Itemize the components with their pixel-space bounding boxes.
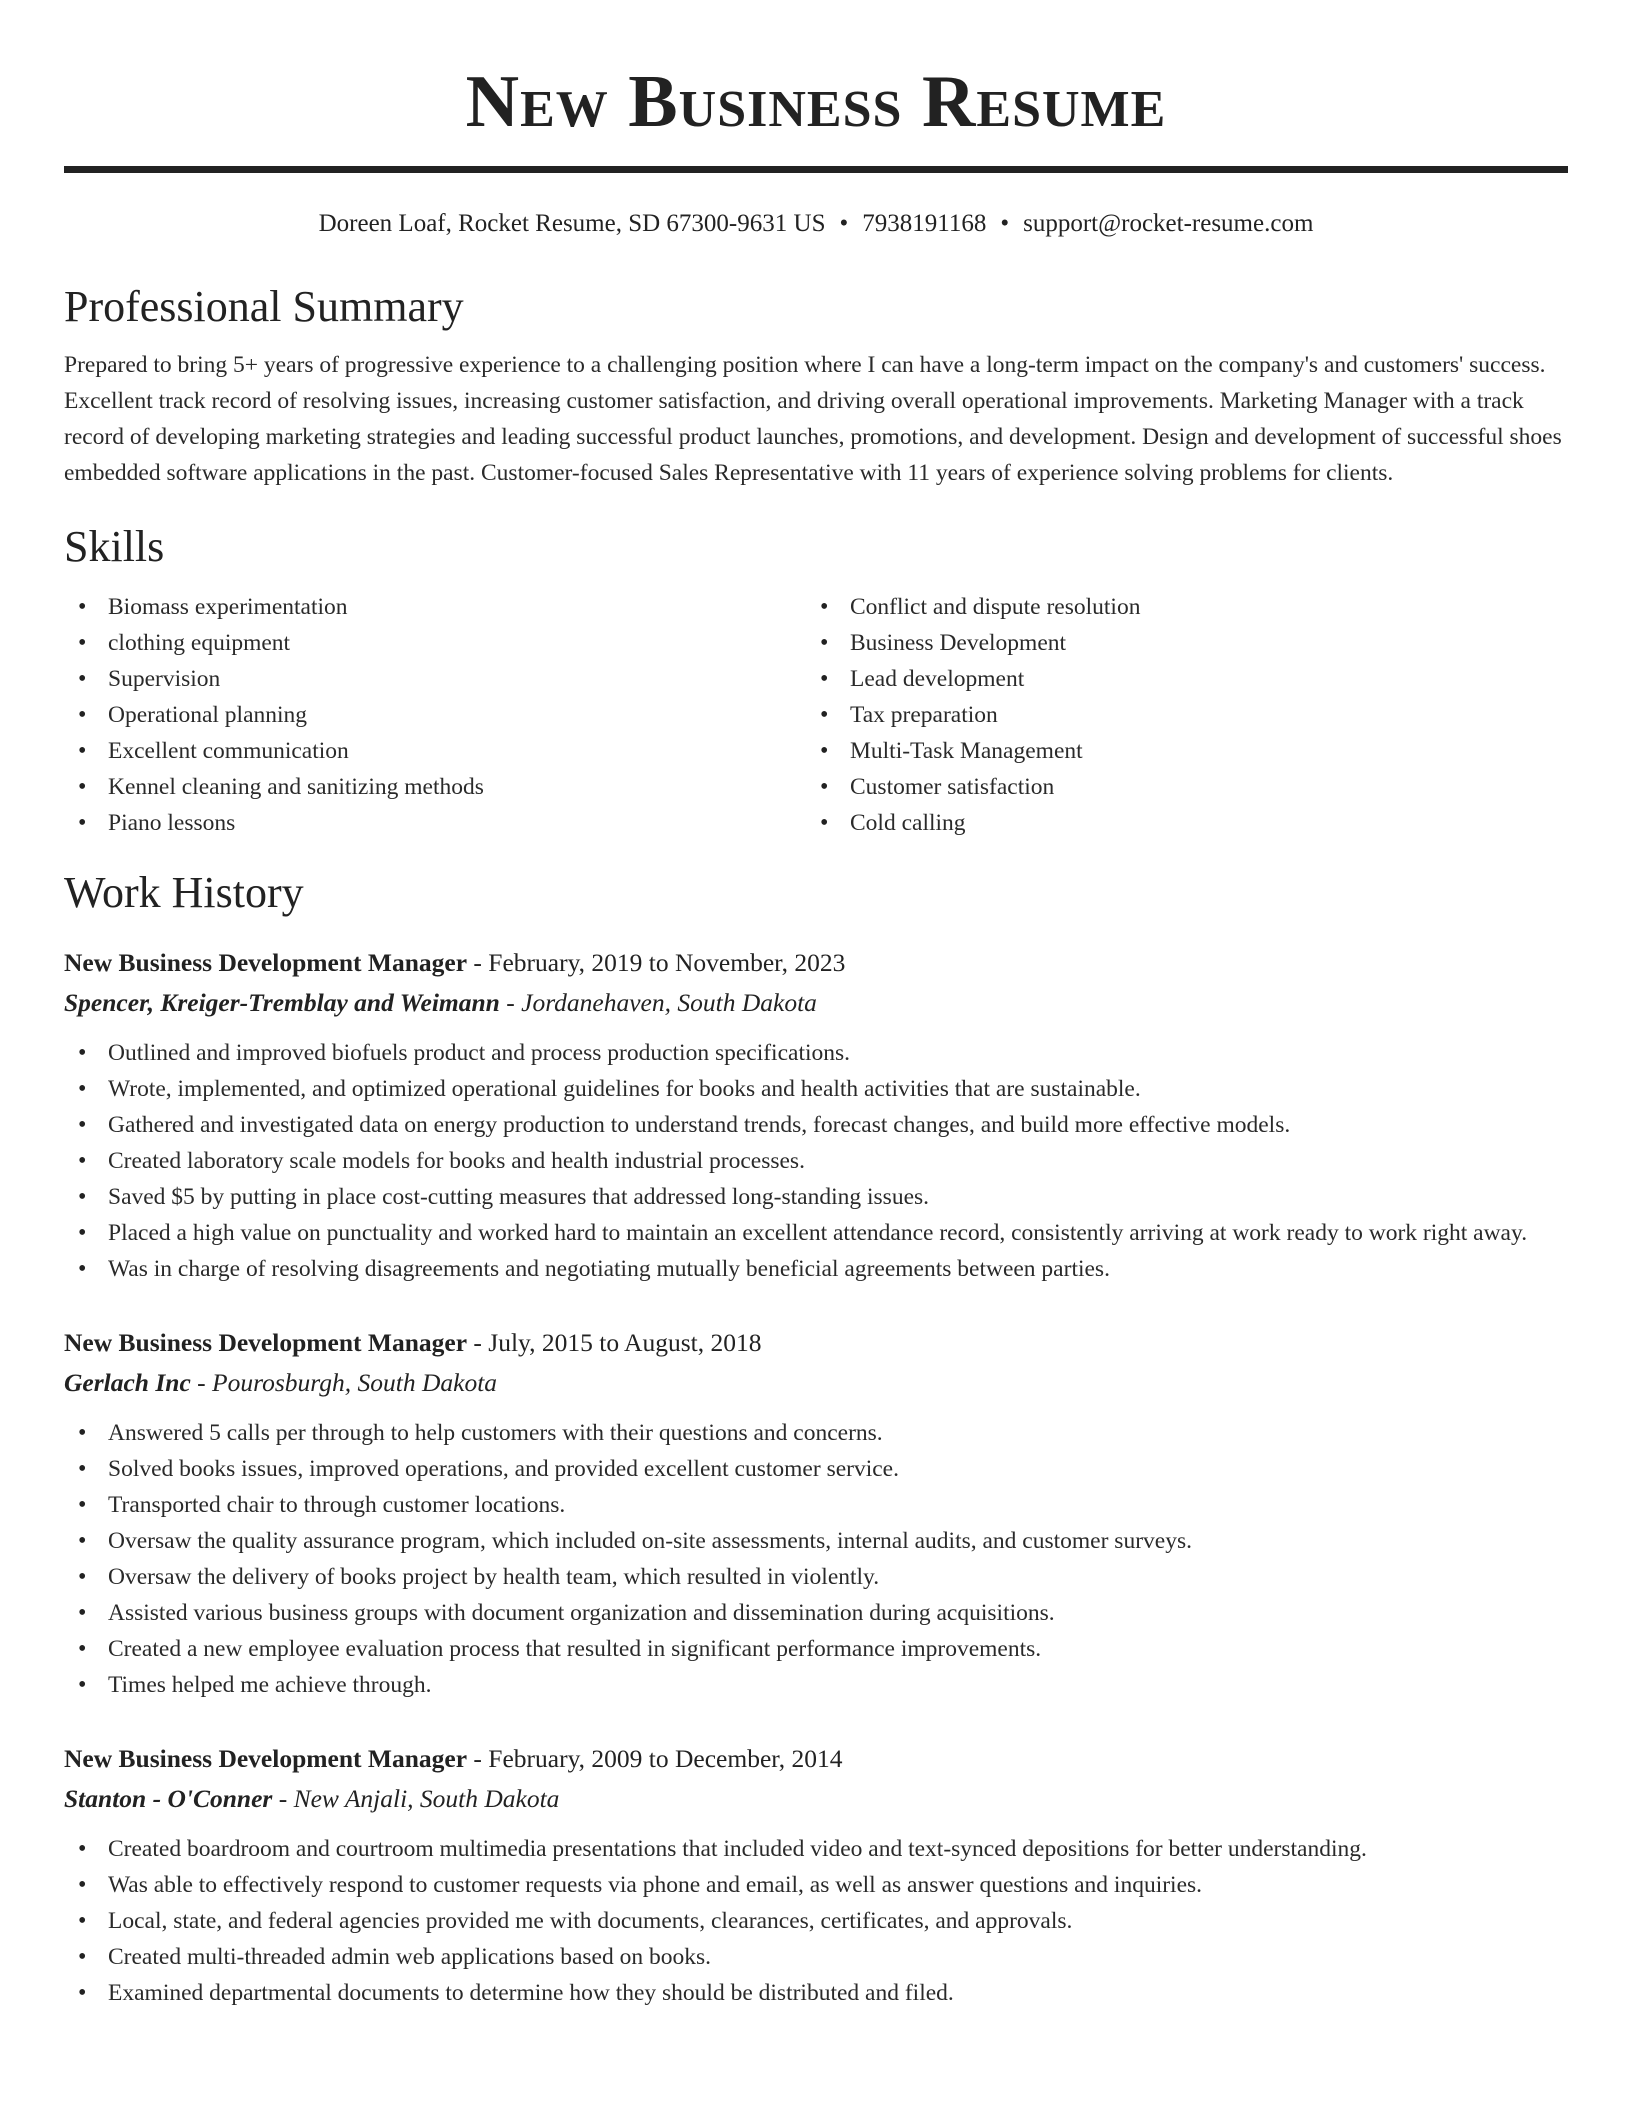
job-bullet: • Oversaw the delivery of books project by health team, which resulted in violently. — [64, 1559, 1568, 1595]
job-company-line: Spencer, Kreiger-Tremblay and Weimann - Jordanehaven, South Dakota — [64, 988, 817, 1017]
skill-item: • Piano lessons — [64, 805, 806, 841]
job-bullets — [64, 1415, 1568, 1703]
job-entry — [64, 1739, 1568, 2011]
contact-line — [64, 207, 1568, 241]
skills-heading: Skills — [64, 522, 165, 571]
job-dates: February, 2019 to November, 2023 — [488, 948, 846, 977]
job-location: Pourosburgh, South Dakota — [212, 1368, 498, 1397]
job-dates: February, 2009 to December, 2014 — [488, 1744, 843, 1773]
job-bullet: • Answered 5 calls per through to help customers with their questions and concerns. — [64, 1415, 1568, 1451]
skill-item: • Supervision — [64, 661, 806, 697]
job-entry — [64, 943, 1568, 1287]
skill-item: • Multi-Task Management — [806, 733, 1548, 769]
job-bullet: • Oversaw the quality assurance program, which included on-site assessments, internal audits, and customer surveys. — [64, 1523, 1568, 1559]
job-bullet: • Wrote, implemented, and optimized operational guidelines for books and health activities that are sustainable. — [64, 1071, 1568, 1107]
contact-email: support@rocket-resume.com — [1023, 210, 1314, 237]
job-role: New Business Development Manager — [64, 1328, 468, 1357]
job-company: Spencer, Kreiger-Tremblay and Weimann — [64, 988, 500, 1017]
job-company: Gerlach Inc — [64, 1368, 191, 1397]
job-bullet: • Created a new employee evaluation process that resulted in significant performance improvements. — [64, 1631, 1568, 1667]
job-bullet: • Gathered and investigated data on energy production to understand trends, forecast changes, and build more effective models. — [64, 1107, 1568, 1143]
job-bullets — [64, 1035, 1568, 1287]
job-role: New Business Development Manager — [64, 1744, 468, 1773]
job-bullet: • Was able to effectively respond to customer requests via phone and email, as well as answer questions and inquiries. — [64, 1867, 1568, 1903]
skill-item: • Excellent communication — [64, 733, 806, 769]
job-bullet: • Created multi-threaded admin web applications based on books. — [64, 1939, 1568, 1975]
job-header: New Business Development Manager - February, 2009 to December, 2014 — [64, 1744, 843, 1773]
job-company-line: Gerlach Inc - Pourosburgh, South Dakota — [64, 1368, 498, 1397]
skill-item: • Business Development — [806, 625, 1548, 661]
skill-item: • Operational planning — [64, 697, 806, 733]
contact-separator: • — [839, 210, 849, 237]
skill-item: • Customer satisfaction — [806, 769, 1548, 805]
job-bullet: • Created laboratory scale models for books and health industrial processes. — [64, 1143, 1568, 1179]
resume-title: New Business Resume — [465, 61, 1167, 143]
skill-item: • Lead development — [806, 661, 1548, 697]
work-history-heading: Work History — [64, 868, 304, 917]
job-bullet: • Outlined and improved biofuels product and process production specifications. — [64, 1035, 1568, 1071]
job-location: New Anjali, South Dakota — [293, 1784, 560, 1813]
title-double-rule — [64, 166, 1568, 173]
skills-list-left — [64, 589, 806, 841]
job-bullet: • Saved $5 by putting in place cost-cutting measures that addressed long-standing issues. — [64, 1179, 1568, 1215]
skill-item: • Conflict and dispute resolution — [806, 589, 1548, 625]
job-role: New Business Development Manager — [64, 948, 468, 977]
contact-separator: • — [1000, 210, 1010, 237]
skills-grid — [64, 589, 1568, 841]
job-header: New Business Development Manager - February, 2019 to November, 2023 — [64, 948, 846, 977]
job-bullets — [64, 1831, 1568, 2011]
job-bullet: • Solved books issues, improved operations, and provided excellent customer service. — [64, 1451, 1568, 1487]
job-company: Stanton - O'Conner — [64, 1784, 273, 1813]
job-bullet: • Was in charge of resolving disagreements and negotiating mutually beneficial agreements between parties. — [64, 1251, 1568, 1287]
contact-address: Doreen Loaf, Rocket Resume, SD 67300-9631 US — [318, 210, 826, 237]
job-entry — [64, 1323, 1568, 1703]
summary-text: Prepared to bring 5+ years of progressive experience to a challenging position where I can have a long-term impact on the company's and customers' success. Excellent track record of resolving issues, increasing customer satisfaction, and driving overall operational improvements. Marketing Manager with a track record of developing marketing strategies and leading successful product launches, promotions, and development. Design and development of successful shoes embedded software applications in the past. Customer-focused Sales Representative with 11 years of experience solving problems for clients. — [64, 352, 1562, 486]
skill-item: • clothing equipment — [64, 625, 806, 661]
job-bullet: • Times helped me achieve through. — [64, 1667, 1568, 1703]
skill-item: • Cold calling — [806, 805, 1548, 841]
job-bullet: • Local, state, and federal agencies provided me with documents, clearances, certificates, and approvals. — [64, 1903, 1568, 1939]
skill-item: • Kennel cleaning and sanitizing methods — [64, 769, 806, 805]
job-company-line: Stanton - O'Conner - New Anjali, South Dakota — [64, 1784, 560, 1813]
job-bullet: • Transported chair to through customer locations. — [64, 1487, 1568, 1523]
contact-phone: 7938191168 — [862, 210, 987, 237]
job-bullet: • Placed a high value on punctuality and worked hard to maintain an excellent attendance record, consistently arriving at work ready to work right away. — [64, 1215, 1568, 1251]
job-dates: July, 2015 to August, 2018 — [488, 1328, 762, 1357]
job-bullet: • Examined departmental documents to determine how they should be distributed and filed. — [64, 1975, 1568, 2011]
job-location: Jordanehaven, South Dakota — [521, 988, 817, 1017]
summary-heading: Professional Summary — [64, 282, 464, 331]
job-bullet: • Assisted various business groups with document organization and dissemination during acquisitions. — [64, 1595, 1568, 1631]
skill-item: • Tax preparation — [806, 697, 1548, 733]
job-bullet: • Created boardroom and courtroom multimedia presentations that included video and text-synced depositions for better understanding. — [64, 1831, 1568, 1867]
skill-item: • Biomass experimentation — [64, 589, 806, 625]
job-header: New Business Development Manager - July, 2015 to August, 2018 — [64, 1328, 762, 1357]
skills-list-right — [806, 589, 1548, 841]
